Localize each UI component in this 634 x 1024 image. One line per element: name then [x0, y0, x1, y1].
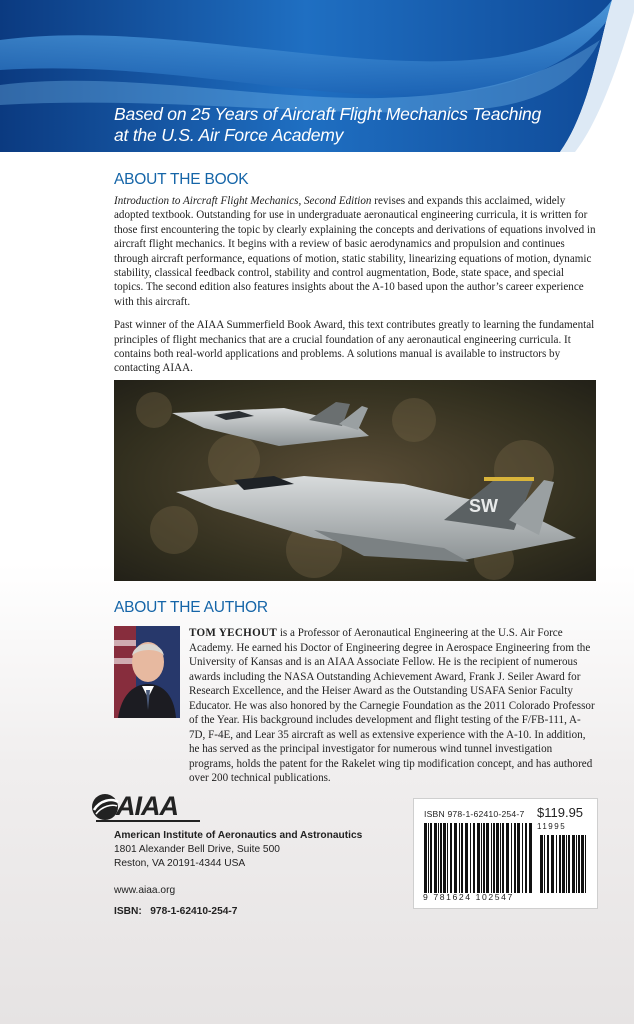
- publisher-address-1: 1801 Alexander Bell Drive, Suite 500: [114, 844, 280, 855]
- author-name: TOM YECHOUT: [189, 627, 278, 639]
- barcode-bar: [544, 835, 545, 893]
- barcode-bar: [517, 823, 520, 893]
- isbn-label: ISBN:: [114, 906, 142, 917]
- barcode-bar: [559, 835, 561, 893]
- author-bio-text: is a Professor of Aeronautical Engineering at the U.S. Air Force Academy. He earned his Doctor of Engineering degree in Aerospace Engineering from the University of Kansas and is an AIAA Associate Fellow. He is the recipient of numerous awards including the NASA Outstanding Achievement Award, Frank J. Seiler Award for Research Excellence, and the Heiser Award as the Outstanding USAFA Senior Faculty Educator. He was also honored by the Carnegie Foundation as the 2011 Colorado Professor of the Year. His background includes development and flight testing of the F/FB-111, A-7D, F-4E, and Lear 35 aircraft as well as extensive experience with the A-10. In addition, he has served as the principal investigator for numerous wind tunnel investigation programs, holds the patent for the Rakelet wing tip modification concept, and has authored over 200 technical publications.: [189, 627, 595, 784]
- banner-wave-graphic: [0, 0, 634, 175]
- barcode-bar: [578, 835, 580, 893]
- barcode-bar: [473, 823, 475, 893]
- barcode-bar: [454, 823, 457, 893]
- barcode-bar: [506, 823, 509, 893]
- barcode-bar: [547, 835, 549, 893]
- barcode-bar: [551, 835, 554, 893]
- banner-tagline: [114, 104, 584, 146]
- about-book-heading: ABOUT THE BOOK: [114, 171, 249, 188]
- about-book-paragraph-1: [114, 194, 596, 309]
- publisher-info: [114, 829, 404, 919]
- barcode-bar: [496, 823, 499, 893]
- barcode-bar: [500, 823, 501, 893]
- barcode-bar: [514, 823, 516, 893]
- barcode-bar: [450, 823, 452, 893]
- barcode-bar: [465, 823, 468, 893]
- publisher-name: American Institute of Aeronautics and Astronautics: [114, 830, 363, 841]
- about-author-heading: ABOUT THE AUTHOR: [114, 599, 268, 616]
- barcode-bar: [540, 835, 543, 893]
- barcode-bar: [461, 823, 463, 893]
- barcode-bar: [529, 823, 532, 893]
- barcode-box: [413, 798, 598, 909]
- top-banner: [0, 0, 634, 175]
- barcode-bar: [576, 835, 577, 893]
- barcode-bar: [572, 835, 575, 893]
- aiaa-logo-text: AIAA: [116, 791, 178, 821]
- barcode-bar: [566, 835, 567, 893]
- about-book-text: [114, 194, 596, 385]
- barcode-bar: [562, 835, 565, 893]
- barcode-bar: [486, 823, 489, 893]
- barcode-bar: [434, 823, 437, 893]
- barcode-bar: [491, 823, 492, 893]
- book-title: Introduction to Aircraft Flight Mechanics, Second Edition: [114, 195, 372, 207]
- barcode-bar: [525, 823, 527, 893]
- price: $119.95: [537, 805, 584, 820]
- price-barcode: [540, 835, 588, 893]
- publisher-url[interactable]: www.aiaa.org: [114, 885, 176, 896]
- author-portrait: [114, 626, 180, 718]
- barcode-bar: [430, 823, 432, 893]
- barcode-bar: [477, 823, 480, 893]
- barcode-bar: [522, 823, 523, 893]
- barcode-digits: 9 781624 102547: [423, 892, 514, 902]
- barcode-bar: [459, 823, 460, 893]
- tail-code: SW: [469, 496, 498, 516]
- barcode-bar: [443, 823, 446, 893]
- barcode-bar: [585, 835, 586, 893]
- tagline-line-1: Based on 25 Years of Aircraft Flight Mechanics Teaching: [114, 104, 542, 124]
- author-photo: [114, 626, 180, 718]
- isbn-value: 978-1-62410-254-7: [150, 906, 238, 917]
- barcode-bar: [470, 823, 471, 893]
- isbn-barcode: [424, 823, 532, 893]
- barcode-bar: [581, 835, 584, 893]
- aircraft-photo: [114, 380, 596, 581]
- barcode-bar: [438, 823, 439, 893]
- barcode-bar: [481, 823, 482, 893]
- publisher-isbn: [114, 905, 404, 919]
- tagline-line-2: at the U.S. Air Force Academy: [114, 125, 344, 145]
- publisher-address-2: Reston, VA 20191-4344 USA: [114, 858, 246, 869]
- barcode-isbn: ISBN 978-1-62410-254-7: [424, 809, 525, 819]
- logo-underline: [90, 818, 205, 824]
- barcode-bar: [428, 823, 429, 893]
- barcode-bar: [556, 835, 557, 893]
- aircraft-illustration: [114, 380, 596, 581]
- author-bio: [189, 626, 596, 786]
- barcode-bar: [447, 823, 448, 893]
- barcode-bar: [424, 823, 427, 893]
- about-book-paragraph-2: Past winner of the AIAA Summerfield Book Award, this text contributes greatly to learning the fundamental principles of flight mechanics that are a crucial foundation of any aeronautical engineering curricula. It contains both real-world applications and problems. A solutions manual is available to instructors by contacting AIAA.: [114, 319, 595, 375]
- barcode-bar: [493, 823, 495, 893]
- price-code: 11995: [537, 822, 567, 831]
- aiaa-logo: [90, 790, 205, 824]
- barcode-bar: [502, 823, 504, 893]
- barcode-bar: [568, 835, 570, 893]
- barcode-bar: [511, 823, 512, 893]
- barcode-bar: [440, 823, 442, 893]
- barcode-bar: [483, 823, 485, 893]
- about-book-paragraph-1-rest: revises and expands this acclaimed, widely adopted textbook. Outstanding for use in undergraduate aeronautical engineering curricula, it is written for those first encountering the topic by clearly explaining the concepts and derivations of equations involved in aircraft flight mechanics. It begins with a review of basic aerodynamics and propulsion and continues through aircraft performance, equations of motion, static stability, linearizing equations of motion, dynamic stability, classical feedback control, stability and control augmentation, Bode, state space, and special topics. The second edition also features insights about the A-10 based upon the author’s career experience with this aircraft.: [114, 195, 596, 308]
